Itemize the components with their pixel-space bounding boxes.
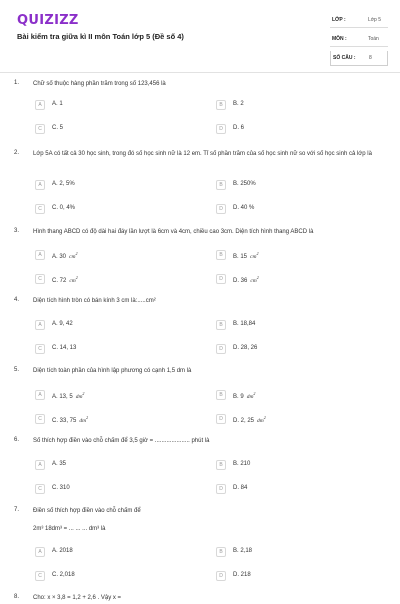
option-unit-exponent: 2 xyxy=(82,391,85,396)
option-letter-box[interactable]: A xyxy=(35,390,45,400)
option-text: D. 40 % xyxy=(233,205,255,211)
option-label xyxy=(233,345,257,351)
option-text: B. 210 xyxy=(233,461,251,467)
quiz-meta xyxy=(330,13,388,70)
option-letter-box[interactable]: D xyxy=(216,204,226,214)
option-letter-box[interactable]: D xyxy=(216,344,226,354)
header-divider xyxy=(0,72,400,73)
option-letter-box[interactable]: A xyxy=(35,250,45,260)
option-letter-box[interactable]: B xyxy=(216,250,226,260)
option-label xyxy=(233,205,254,211)
option-text: A. 2, 5% xyxy=(52,181,75,187)
question-formula: 2m³ 18dm³ = ... ... ... dm³ là xyxy=(33,526,106,532)
option-label xyxy=(52,572,75,578)
option-label xyxy=(233,181,256,187)
option-letter-box[interactable]: A xyxy=(35,180,45,190)
option-text: A. 2018 xyxy=(52,548,73,554)
option-unit-exponent: 2 xyxy=(75,251,78,256)
question-text: Cho: x × 3,8 = 1,2 + 2,6 . Vậy x = xyxy=(33,595,122,601)
option-text: B. 2,18 xyxy=(233,548,253,554)
option-letter-box[interactable]: A xyxy=(35,547,45,557)
question-number: 2. xyxy=(14,150,20,156)
option-label xyxy=(52,205,75,211)
option-letter-box[interactable]: A xyxy=(35,320,45,330)
option-letter-box[interactable]: A xyxy=(35,460,45,470)
option-letter-box[interactable]: D xyxy=(216,571,226,581)
option-letter-box[interactable]: D xyxy=(216,274,226,284)
option-unit: $dm^2$ xyxy=(246,391,256,400)
option-label xyxy=(52,548,73,554)
option-text: A. 30 xyxy=(52,253,67,260)
meta-count-key: SỐ CÂU : xyxy=(333,55,356,61)
option-letter-box[interactable]: C xyxy=(35,124,45,134)
option-text: C. 14, 13 xyxy=(52,345,77,351)
question-number: 4. xyxy=(14,297,20,303)
meta-subject-key: MÔN : xyxy=(332,36,347,42)
option-text: B. 2 xyxy=(233,101,244,107)
option-label xyxy=(52,461,66,467)
option-letter-box[interactable]: C xyxy=(35,204,45,214)
question-number: 7. xyxy=(14,507,20,513)
meta-subject xyxy=(330,32,388,47)
meta-subject-value: Toán xyxy=(368,36,379,42)
option-unit-exponent: 2 xyxy=(263,415,266,420)
option-text: A. 13, 5 xyxy=(52,393,73,400)
option-letter-box[interactable]: B xyxy=(216,390,226,400)
option-text: A. 1 xyxy=(52,101,63,107)
option-text: D. 36 xyxy=(233,277,248,284)
option-letter-box[interactable]: B xyxy=(216,460,226,470)
option-label xyxy=(233,101,244,107)
meta-count xyxy=(330,51,388,66)
question-number: 6. xyxy=(14,437,20,443)
option-unit-exponent: 2 xyxy=(256,251,259,256)
question-text: Hình thang ABCD có độ dài hai đáy lần lượt là 6cm và 4cm, chiều cao 3cm. Diện tích hình thang ABCD là xyxy=(33,229,314,235)
option-letter-box[interactable]: B xyxy=(216,547,226,557)
question-text: Chữ số thuộc hàng phần trăm trong số 123,456 là xyxy=(33,81,166,87)
option-unit: $cm^2$ xyxy=(69,275,78,284)
option-label xyxy=(233,461,250,467)
option-text: B. 15 xyxy=(233,253,248,260)
option-text: D. 2, 25 xyxy=(233,417,255,424)
option-unit: $dm^2$ xyxy=(79,415,89,424)
option-label xyxy=(233,125,244,131)
option-letter-box[interactable]: C xyxy=(35,344,45,354)
question-text: Diện tích toàn phần của hình lập phương có cạnh 1,5 dm là xyxy=(33,368,192,374)
question-number: 3. xyxy=(14,228,20,234)
option-letter-box[interactable]: C xyxy=(35,571,45,581)
question-number: 5. xyxy=(14,367,20,373)
quizizz-logo: QUIZIZZ xyxy=(17,13,79,28)
option-text: D. 218 xyxy=(233,572,251,578)
option-letter-box[interactable]: D xyxy=(216,124,226,134)
option-letter-box[interactable]: A xyxy=(35,100,45,110)
option-label xyxy=(52,415,88,424)
option-text: D. 84 xyxy=(233,485,248,491)
option-label xyxy=(233,572,251,578)
question-text: Điền số thích hợp điền vào chỗ chấm để xyxy=(33,508,141,514)
option-label xyxy=(52,101,63,107)
option-label xyxy=(52,125,63,131)
meta-class-key: LỚP : xyxy=(332,17,346,23)
option-text: C. 2,018 xyxy=(52,572,75,578)
question-number: 8. xyxy=(14,594,20,600)
option-unit: $cm^2$ xyxy=(69,251,78,260)
option-label xyxy=(52,321,73,327)
option-label xyxy=(52,485,70,491)
option-text: B. 18,84 xyxy=(233,321,256,327)
question-number: 1. xyxy=(14,80,20,86)
option-label xyxy=(52,275,78,284)
option-unit-exponent: 2 xyxy=(75,275,78,280)
option-label xyxy=(52,391,84,400)
option-letter-box[interactable]: C xyxy=(35,484,45,494)
option-label xyxy=(52,251,77,260)
option-text: B. 250% xyxy=(233,181,256,187)
option-label xyxy=(233,415,266,424)
option-unit: $cm^2$ xyxy=(250,275,259,284)
option-text: C. 0, 4% xyxy=(52,205,76,211)
option-letter-box[interactable]: B xyxy=(216,100,226,110)
option-text: D. 6 xyxy=(233,125,245,131)
option-letter-box[interactable]: D xyxy=(216,414,226,424)
option-label xyxy=(233,321,255,327)
meta-class-value: Lớp 5 xyxy=(368,17,382,23)
option-unit: $dm^2$ xyxy=(257,415,266,424)
option-label xyxy=(233,251,258,260)
option-label xyxy=(52,181,75,187)
option-unit-exponent: 2 xyxy=(256,275,259,280)
option-letter-box[interactable]: C xyxy=(35,274,45,284)
meta-count-value: 8 xyxy=(369,55,372,61)
option-label xyxy=(233,548,252,554)
option-text: C. 5 xyxy=(52,125,64,131)
option-label xyxy=(52,345,76,351)
option-letter-box[interactable]: C xyxy=(35,414,45,424)
option-letter-box[interactable]: D xyxy=(216,484,226,494)
option-text: A. 9, 42 xyxy=(52,321,73,327)
question-text: Số thích hợp điền vào chỗ chấm để 3,5 giờ = ..................... phút là xyxy=(33,438,210,444)
option-unit: $dm^2$ xyxy=(75,391,85,400)
meta-class xyxy=(330,13,388,28)
option-text: C. 72 xyxy=(52,277,67,284)
option-text: D. 28, 26 xyxy=(233,345,258,351)
option-text: A. 35 xyxy=(52,461,67,467)
option-unit: $cm^2$ xyxy=(250,251,259,260)
question-text: Diện tích hình tròn có bán kính 3 cm là:.....cm² xyxy=(33,298,156,304)
option-unit-exponent: 2 xyxy=(86,415,89,420)
option-label xyxy=(233,485,247,491)
option-label xyxy=(233,275,259,284)
option-text: C. 33, 75 xyxy=(52,417,77,424)
option-letter-box[interactable]: B xyxy=(216,180,226,190)
option-unit-exponent: 2 xyxy=(253,391,256,396)
option-label xyxy=(233,391,255,400)
option-letter-box[interactable]: B xyxy=(216,320,226,330)
option-text: B. 9 xyxy=(233,393,244,400)
question-text: Lớp 5A có tất cả 30 học sinh, trong đó số học sinh nữ là 12 em. Tỉ số phần trăm của số học sinh nữ so với số học sinh cả lớp là xyxy=(33,151,372,157)
quiz-title: Bài kiểm tra giữa kì II môn Toán lớp 5 (Đề số 4) xyxy=(17,32,184,41)
quiz-header xyxy=(0,0,400,72)
option-text: C. 310 xyxy=(52,485,70,491)
